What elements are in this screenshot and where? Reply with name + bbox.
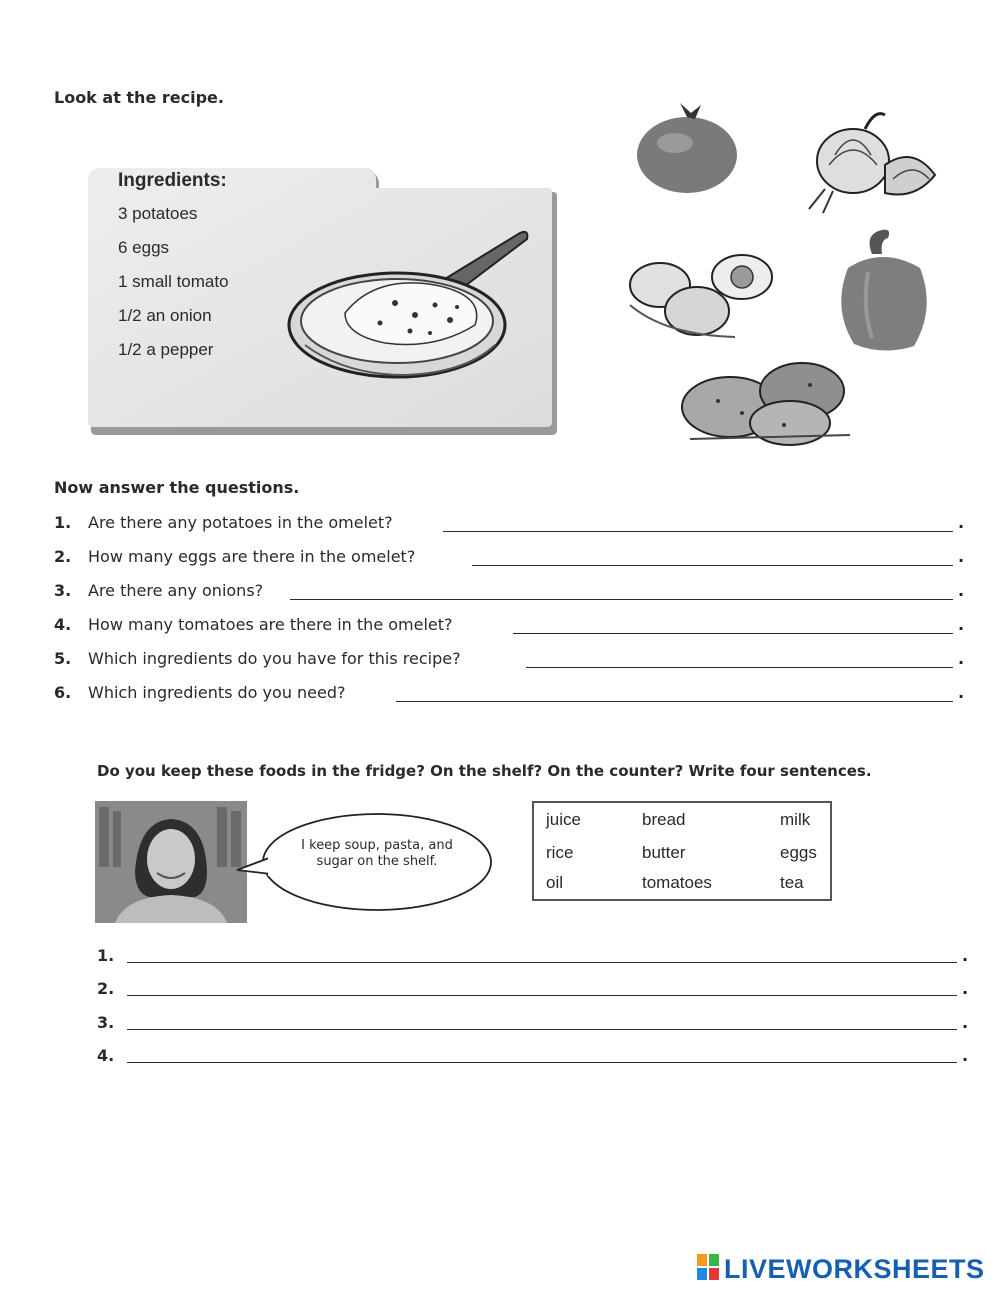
word-item: tea	[780, 873, 804, 892]
ingredient-item: 1 small tomato	[118, 272, 229, 291]
answer-input-4[interactable]	[513, 615, 953, 634]
question-text: How many eggs are there in the omelet?	[88, 547, 416, 566]
period-mark: .	[958, 683, 965, 702]
period-mark: .	[958, 581, 965, 600]
question-number: 3.	[54, 581, 72, 600]
pepper-image	[828, 228, 938, 356]
period-mark: .	[962, 1013, 969, 1032]
question-number: 4.	[54, 615, 72, 634]
onion-image	[805, 105, 945, 220]
question-text: Are there any onions?	[88, 581, 264, 600]
question-text: Which ingredients do you need?	[88, 683, 346, 702]
answer-input-2[interactable]	[472, 547, 953, 566]
recipe-instruction: Look at the recipe.	[54, 88, 224, 107]
period-mark: .	[962, 1046, 969, 1065]
sentence-input-4[interactable]	[127, 1044, 957, 1063]
question-number: 5.	[54, 649, 72, 668]
ingredient-item: 6 eggs	[118, 238, 170, 257]
question-text: Which ingredients do you have for this recipe?	[88, 649, 461, 668]
sentence-number: 1.	[97, 946, 115, 965]
omelet-pan-image	[285, 225, 535, 385]
speech-text: I keep soup, pasta, and sugar on the shelf.	[301, 838, 453, 869]
ingredient-item: 1/2 an onion	[118, 306, 212, 325]
eggs-image	[625, 245, 795, 345]
liveworksheets-logo-icon	[697, 1254, 721, 1282]
tomato-image	[635, 95, 745, 195]
word-item: bread	[642, 810, 686, 829]
word-item: tomatoes	[642, 873, 712, 892]
question-text: Are there any potatoes in the omelet?	[88, 513, 393, 532]
word-item: juice	[546, 810, 581, 829]
answer-input-5[interactable]	[526, 649, 953, 668]
sentences-instruction: Do you keep these foods in the fridge? On the shelf? On the counter? Write four sentences.	[97, 762, 872, 780]
period-mark: .	[962, 946, 969, 965]
word-item: milk	[780, 810, 811, 829]
sentence-number: 4.	[97, 1046, 115, 1065]
answer-input-3[interactable]	[290, 581, 953, 600]
ingredient-item: 3 potatoes	[118, 204, 198, 223]
question-number: 6.	[54, 683, 72, 702]
sentence-input-2[interactable]	[127, 977, 957, 996]
sentence-input-3[interactable]	[127, 1011, 957, 1030]
answer-input-6[interactable]	[396, 683, 953, 702]
questions-instruction: Now answer the questions.	[54, 478, 300, 497]
answer-input-1[interactable]	[443, 513, 953, 532]
question-number: 1.	[54, 513, 72, 532]
period-mark: .	[958, 615, 965, 634]
word-item: butter	[642, 843, 686, 862]
period-mark: .	[958, 547, 965, 566]
liveworksheets-brand: LIVEWORKSHEETS	[724, 1254, 985, 1284]
word-item: rice	[546, 843, 574, 862]
potatoes-image	[680, 355, 860, 450]
period-mark: .	[962, 979, 969, 998]
period-mark: .	[958, 513, 965, 532]
sentence-input-1[interactable]	[127, 944, 957, 963]
ingredient-item: 1/2 a pepper	[118, 340, 214, 359]
period-mark: .	[958, 649, 965, 668]
sentence-number: 3.	[97, 1013, 115, 1032]
sentence-number: 2.	[97, 979, 115, 998]
question-number: 2.	[54, 547, 72, 566]
word-item: eggs	[780, 843, 817, 862]
woman-photo	[95, 801, 247, 923]
ingredients-title: Ingredients:	[118, 170, 227, 191]
question-text: How many tomatoes are there in the omelet?	[88, 615, 453, 634]
word-item: oil	[546, 873, 564, 892]
